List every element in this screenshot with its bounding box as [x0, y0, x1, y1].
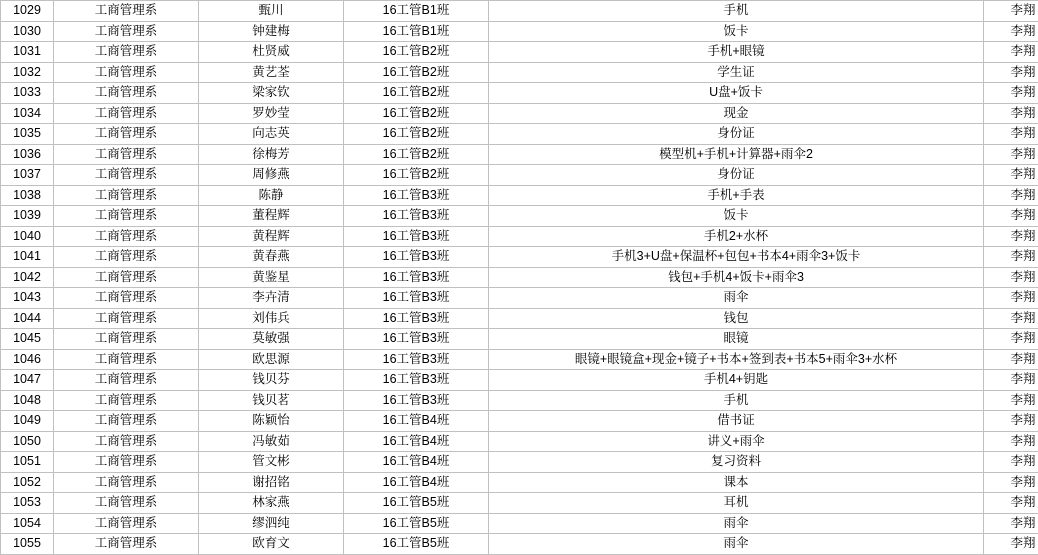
- cell-items[interactable]: 饭卡: [489, 206, 984, 227]
- cell-department[interactable]: 工商管理系: [54, 329, 199, 350]
- cell-department[interactable]: 工商管理系: [54, 21, 199, 42]
- cell-teacher[interactable]: 李翔: [984, 165, 1038, 186]
- cell-teacher[interactable]: 李翔: [984, 370, 1038, 391]
- cell-class[interactable]: 16工管B3班: [344, 185, 489, 206]
- cell-department[interactable]: 工商管理系: [54, 472, 199, 493]
- cell-class[interactable]: 16工管B5班: [344, 534, 489, 555]
- table-row[interactable]: [1, 206, 1038, 227]
- cell-class[interactable]: 16工管B3班: [344, 288, 489, 309]
- cell-id[interactable]: 1039: [1, 206, 54, 227]
- cell-id[interactable]: 1033: [1, 83, 54, 104]
- cell-teacher[interactable]: 李翔: [984, 267, 1038, 288]
- cell-department[interactable]: 工商管理系: [54, 62, 199, 83]
- cell-items[interactable]: 学生证: [489, 62, 984, 83]
- cell-items[interactable]: 眼镜: [489, 329, 984, 350]
- table-row[interactable]: [1, 42, 1038, 63]
- cell-teacher[interactable]: 李翔: [984, 349, 1038, 370]
- cell-items[interactable]: 手机4+钥匙: [489, 370, 984, 391]
- cell-department[interactable]: 工商管理系: [54, 42, 199, 63]
- cell-items[interactable]: 雨伞: [489, 288, 984, 309]
- cell-name[interactable]: 李卉清: [199, 288, 344, 309]
- cell-class[interactable]: 16工管B2班: [344, 62, 489, 83]
- cell-name[interactable]: 黄艺荃: [199, 62, 344, 83]
- cell-id[interactable]: 1040: [1, 226, 54, 247]
- cell-department[interactable]: 工商管理系: [54, 452, 199, 473]
- cell-items[interactable]: 讲义+雨伞: [489, 431, 984, 452]
- cell-class[interactable]: 16工管B4班: [344, 472, 489, 493]
- cell-teacher[interactable]: 李翔: [984, 411, 1038, 432]
- cell-department[interactable]: 工商管理系: [54, 1, 199, 22]
- cell-name[interactable]: 周修燕: [199, 165, 344, 186]
- cell-name[interactable]: 欧思源: [199, 349, 344, 370]
- cell-name[interactable]: 缪泗纯: [199, 513, 344, 534]
- cell-department[interactable]: 工商管理系: [54, 206, 199, 227]
- cell-department[interactable]: 工商管理系: [54, 411, 199, 432]
- cell-items[interactable]: 身份证: [489, 124, 984, 145]
- cell-department[interactable]: 工商管理系: [54, 103, 199, 124]
- cell-items[interactable]: 课本: [489, 472, 984, 493]
- cell-class[interactable]: 16工管B3班: [344, 308, 489, 329]
- cell-id[interactable]: 1054: [1, 513, 54, 534]
- cell-items[interactable]: 雨伞: [489, 513, 984, 534]
- cell-teacher[interactable]: 李翔: [984, 144, 1038, 165]
- table-row[interactable]: [1, 226, 1038, 247]
- cell-teacher[interactable]: 李翔: [984, 226, 1038, 247]
- cell-department[interactable]: 工商管理系: [54, 267, 199, 288]
- cell-items[interactable]: U盘+饭卡: [489, 83, 984, 104]
- cell-department[interactable]: 工商管理系: [54, 308, 199, 329]
- cell-teacher[interactable]: 李翔: [984, 206, 1038, 227]
- cell-name[interactable]: 谢招铭: [199, 472, 344, 493]
- table-row[interactable]: [1, 21, 1038, 42]
- table-row[interactable]: [1, 1, 1038, 22]
- cell-department[interactable]: 工商管理系: [54, 288, 199, 309]
- table-row[interactable]: [1, 308, 1038, 329]
- cell-id[interactable]: 1046: [1, 349, 54, 370]
- table-row[interactable]: [1, 267, 1038, 288]
- cell-department[interactable]: 工商管理系: [54, 83, 199, 104]
- table-row[interactable]: [1, 247, 1038, 268]
- cell-class[interactable]: 16工管B1班: [344, 1, 489, 22]
- records-table-body: [1, 1, 1038, 555]
- cell-class[interactable]: 16工管B3班: [344, 349, 489, 370]
- cell-items[interactable]: 手机+眼镜: [489, 42, 984, 63]
- cell-name[interactable]: 杜贤威: [199, 42, 344, 63]
- table-row[interactable]: [1, 431, 1038, 452]
- cell-class[interactable]: 16工管B3班: [344, 247, 489, 268]
- cell-name[interactable]: 罗妙莹: [199, 103, 344, 124]
- cell-teacher[interactable]: 李翔: [984, 21, 1038, 42]
- cell-class[interactable]: 16工管B3班: [344, 370, 489, 391]
- cell-department[interactable]: 工商管理系: [54, 165, 199, 186]
- cell-class[interactable]: 16工管B5班: [344, 513, 489, 534]
- cell-class[interactable]: 16工管B3班: [344, 390, 489, 411]
- cell-id[interactable]: 1037: [1, 165, 54, 186]
- cell-items[interactable]: 模型机+手机+计算器+雨伞2: [489, 144, 984, 165]
- table-row[interactable]: [1, 83, 1038, 104]
- cell-department[interactable]: 工商管理系: [54, 431, 199, 452]
- cell-items[interactable]: 复习资料: [489, 452, 984, 473]
- cell-class[interactable]: 16工管B3班: [344, 226, 489, 247]
- cell-items[interactable]: 借书证: [489, 411, 984, 432]
- cell-id[interactable]: 1044: [1, 308, 54, 329]
- cell-teacher[interactable]: 李翔: [984, 534, 1038, 555]
- cell-teacher[interactable]: 李翔: [984, 83, 1038, 104]
- table-row[interactable]: [1, 185, 1038, 206]
- table-row[interactable]: [1, 493, 1038, 514]
- cell-teacher[interactable]: 李翔: [984, 124, 1038, 145]
- table-row[interactable]: [1, 534, 1038, 555]
- cell-name[interactable]: 徐梅芳: [199, 144, 344, 165]
- table-row[interactable]: [1, 329, 1038, 350]
- cell-id[interactable]: 1036: [1, 144, 54, 165]
- cell-id[interactable]: 1041: [1, 247, 54, 268]
- cell-department[interactable]: 工商管理系: [54, 226, 199, 247]
- cell-department[interactable]: 工商管理系: [54, 370, 199, 391]
- cell-items[interactable]: 手机2+水杯: [489, 226, 984, 247]
- cell-id[interactable]: 1047: [1, 370, 54, 391]
- cell-department[interactable]: 工商管理系: [54, 247, 199, 268]
- cell-name[interactable]: 欧育文: [199, 534, 344, 555]
- cell-items[interactable]: 手机3+U盘+保温杯+包包+书本4+雨伞3+饭卡: [489, 247, 984, 268]
- cell-teacher[interactable]: 李翔: [984, 1, 1038, 22]
- cell-teacher[interactable]: 李翔: [984, 103, 1038, 124]
- table-row[interactable]: [1, 452, 1038, 473]
- cell-name[interactable]: 梁家钦: [199, 83, 344, 104]
- cell-name[interactable]: 管文彬: [199, 452, 344, 473]
- cell-department[interactable]: 工商管理系: [54, 493, 199, 514]
- cell-name[interactable]: 钱贝茗: [199, 390, 344, 411]
- cell-id[interactable]: 1043: [1, 288, 54, 309]
- cell-id[interactable]: 1030: [1, 21, 54, 42]
- cell-teacher[interactable]: 李翔: [984, 493, 1038, 514]
- cell-id[interactable]: 1038: [1, 185, 54, 206]
- cell-id[interactable]: 1032: [1, 62, 54, 83]
- cell-id[interactable]: 1034: [1, 103, 54, 124]
- cell-name[interactable]: 向志英: [199, 124, 344, 145]
- cell-name[interactable]: 钟建梅: [199, 21, 344, 42]
- cell-class[interactable]: 16工管B2班: [344, 83, 489, 104]
- table-row[interactable]: [1, 513, 1038, 534]
- cell-items[interactable]: 钱包: [489, 308, 984, 329]
- cell-teacher[interactable]: 李翔: [984, 288, 1038, 309]
- cell-class[interactable]: 16工管B2班: [344, 144, 489, 165]
- cell-department[interactable]: 工商管理系: [54, 185, 199, 206]
- cell-name[interactable]: 黄春燕: [199, 247, 344, 268]
- cell-name[interactable]: 冯敏茹: [199, 431, 344, 452]
- cell-class[interactable]: 16工管B3班: [344, 329, 489, 350]
- cell-items[interactable]: 饭卡: [489, 21, 984, 42]
- cell-class[interactable]: 16工管B2班: [344, 124, 489, 145]
- cell-class[interactable]: 16工管B3班: [344, 206, 489, 227]
- cell-department[interactable]: 工商管理系: [54, 144, 199, 165]
- cell-id[interactable]: 1045: [1, 329, 54, 350]
- cell-id[interactable]: 1053: [1, 493, 54, 514]
- table-row[interactable]: [1, 165, 1038, 186]
- cell-teacher[interactable]: 李翔: [984, 329, 1038, 350]
- table-row[interactable]: [1, 349, 1038, 370]
- cell-name[interactable]: 黄鉴星: [199, 267, 344, 288]
- cell-class[interactable]: 16工管B4班: [344, 411, 489, 432]
- cell-items[interactable]: 耳机: [489, 493, 984, 514]
- cell-id[interactable]: 1050: [1, 431, 54, 452]
- cell-id[interactable]: 1042: [1, 267, 54, 288]
- table-row[interactable]: [1, 144, 1038, 165]
- cell-items[interactable]: 手机: [489, 390, 984, 411]
- table-row[interactable]: [1, 124, 1038, 145]
- cell-class[interactable]: 16工管B3班: [344, 267, 489, 288]
- cell-id[interactable]: 1029: [1, 1, 54, 22]
- table-row[interactable]: [1, 411, 1038, 432]
- cell-class[interactable]: 16工管B5班: [344, 493, 489, 514]
- cell-name[interactable]: 陈颖怡: [199, 411, 344, 432]
- cell-items[interactable]: 眼镜+眼镜盒+现金+镜子+书本+签到表+书本5+雨伞3+水杯: [489, 349, 984, 370]
- table-row[interactable]: [1, 103, 1038, 124]
- cell-name[interactable]: 刘伟兵: [199, 308, 344, 329]
- cell-teacher[interactable]: 李翔: [984, 452, 1038, 473]
- cell-id[interactable]: 1048: [1, 390, 54, 411]
- table-row[interactable]: [1, 390, 1038, 411]
- cell-id[interactable]: 1049: [1, 411, 54, 432]
- cell-class[interactable]: 16工管B2班: [344, 165, 489, 186]
- table-row[interactable]: [1, 370, 1038, 391]
- cell-name[interactable]: 钱贝芬: [199, 370, 344, 391]
- cell-department[interactable]: 工商管理系: [54, 124, 199, 145]
- cell-name[interactable]: 黄程辉: [199, 226, 344, 247]
- cell-teacher[interactable]: 李翔: [984, 513, 1038, 534]
- cell-name[interactable]: 林家燕: [199, 493, 344, 514]
- cell-name[interactable]: 董程辉: [199, 206, 344, 227]
- cell-items[interactable]: 手机: [489, 1, 984, 22]
- cell-department[interactable]: 工商管理系: [54, 390, 199, 411]
- table-row[interactable]: [1, 288, 1038, 309]
- cell-id[interactable]: 1055: [1, 534, 54, 555]
- cell-name[interactable]: 莫敏强: [199, 329, 344, 350]
- table-row[interactable]: [1, 472, 1038, 493]
- cell-teacher[interactable]: 李翔: [984, 390, 1038, 411]
- cell-id[interactable]: 1051: [1, 452, 54, 473]
- cell-class[interactable]: 16工管B4班: [344, 431, 489, 452]
- cell-items[interactable]: 雨伞: [489, 534, 984, 555]
- cell-teacher[interactable]: 李翔: [984, 185, 1038, 206]
- cell-teacher[interactable]: 李翔: [984, 431, 1038, 452]
- cell-class[interactable]: 16工管B2班: [344, 103, 489, 124]
- cell-department[interactable]: 工商管理系: [54, 349, 199, 370]
- cell-teacher[interactable]: 李翔: [984, 308, 1038, 329]
- cell-id[interactable]: 1035: [1, 124, 54, 145]
- cell-name[interactable]: 甄川: [199, 1, 344, 22]
- cell-department[interactable]: 工商管理系: [54, 534, 199, 555]
- cell-teacher[interactable]: 李翔: [984, 247, 1038, 268]
- cell-teacher[interactable]: 李翔: [984, 42, 1038, 63]
- cell-items[interactable]: 现金: [489, 103, 984, 124]
- cell-teacher[interactable]: 李翔: [984, 62, 1038, 83]
- cell-items[interactable]: 钱包+手机4+饭卡+雨伞3: [489, 267, 984, 288]
- cell-id[interactable]: 1031: [1, 42, 54, 63]
- cell-class[interactable]: 16工管B1班: [344, 21, 489, 42]
- cell-name[interactable]: 陈静: [199, 185, 344, 206]
- cell-class[interactable]: 16工管B2班: [344, 42, 489, 63]
- cell-id[interactable]: 1052: [1, 472, 54, 493]
- cell-class[interactable]: 16工管B4班: [344, 452, 489, 473]
- cell-department[interactable]: 工商管理系: [54, 513, 199, 534]
- table-row[interactable]: [1, 62, 1038, 83]
- cell-teacher[interactable]: 李翔: [984, 472, 1038, 493]
- cell-items[interactable]: 身份证: [489, 165, 984, 186]
- cell-items[interactable]: 手机+手表: [489, 185, 984, 206]
